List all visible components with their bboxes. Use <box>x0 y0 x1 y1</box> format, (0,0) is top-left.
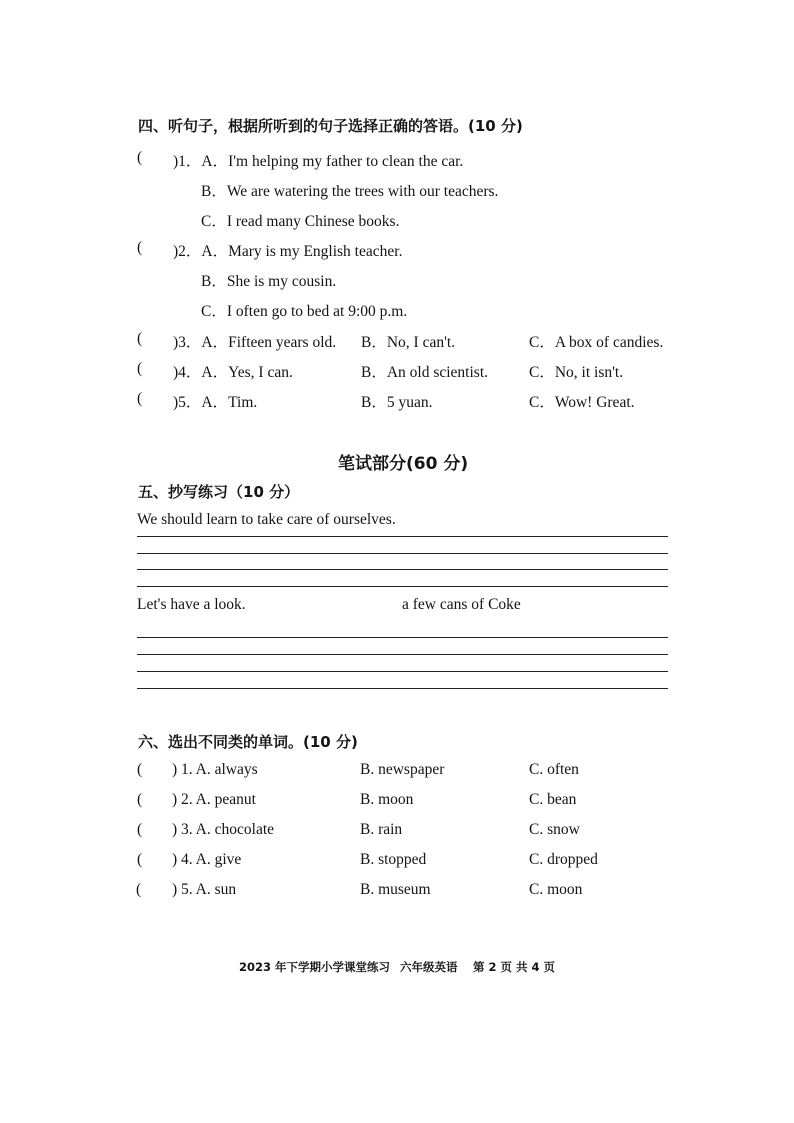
footer-page-number: 第 2 页 共 4 页 <box>473 960 556 974</box>
writing-line[interactable] <box>137 637 668 638</box>
s6-q3-paren[interactable]: ( <box>137 821 143 838</box>
q2-option-a: )2．A．Mary is my English teacher. <box>173 243 403 260</box>
q3-paren[interactable]: ( <box>137 330 143 347</box>
s6-q1-option-b: B. newspaper <box>360 761 445 778</box>
s6-q5-option-c: C. moon <box>529 881 583 898</box>
s6-q3-option-b: B. rain <box>360 821 403 838</box>
writing-line[interactable] <box>137 569 668 570</box>
writing-line[interactable] <box>137 553 668 554</box>
s6-q3-option-a: ) 3. A. chocolate <box>172 821 275 838</box>
copy-sentence-2: Let's have a look. <box>137 596 246 613</box>
s6-q2-option-b: B. moon <box>360 791 414 808</box>
writing-line[interactable] <box>137 671 668 672</box>
q5-paren[interactable]: ( <box>137 390 143 407</box>
q3-option-a: )3．A．Fifteen years old. <box>173 334 337 351</box>
section4-heading: 四、听句子，根据所听到的句子选择正确的答语。(10 分) <box>138 117 523 135</box>
q4-option-b: B．An old scientist. <box>361 364 489 381</box>
writing-line[interactable] <box>137 688 668 689</box>
section5-heading: 五、抄写练习（10 分） <box>138 483 300 501</box>
s6-q4-paren[interactable]: ( <box>137 851 143 868</box>
s6-q5-option-a: ) 5. A. sun <box>172 881 237 898</box>
q4-paren[interactable]: ( <box>137 360 143 377</box>
q3-option-c: C．A box of candies. <box>529 334 664 351</box>
s6-q1-option-c: C. often <box>529 761 579 778</box>
q4-option-a: )4．A．Yes, I can. <box>173 364 293 381</box>
writing-line[interactable] <box>137 654 668 655</box>
q1-option-a: )1．A．I'm helping my father to clean the car. <box>173 153 464 170</box>
writing-line[interactable] <box>137 536 668 537</box>
q1-paren[interactable]: ( <box>137 149 143 166</box>
q5-option-a: )5．A．Tim. <box>173 394 258 411</box>
s6-q3-option-c: C. snow <box>529 821 580 838</box>
written-part-title: 笔试部分(60 分) <box>338 454 469 474</box>
s6-q2-option-a: ) 2. A. peanut <box>172 791 256 808</box>
s6-q1-option-a: ) 1. A. always <box>172 761 258 778</box>
s6-q4-option-b: B. stopped <box>360 851 427 868</box>
q1-option-b: B．We are watering the trees with our teachers. <box>201 183 499 200</box>
s6-q5-paren[interactable]: ( <box>136 881 142 898</box>
s6-q5-option-b: B. museum <box>360 881 431 898</box>
q3-option-b: B．No, I can't. <box>361 334 456 351</box>
q4-option-c: C．No, it isn't. <box>529 364 624 381</box>
q1-option-c: C．I read many Chinese books. <box>201 213 400 230</box>
s6-q1-paren[interactable]: ( <box>137 761 143 778</box>
s6-q2-option-c: C. bean <box>529 791 577 808</box>
s6-q2-paren[interactable]: ( <box>137 791 143 808</box>
q2-option-c: C．I often go to bed at 9:00 p.m. <box>201 303 408 320</box>
q5-option-c: C．Wow! Great. <box>529 394 635 411</box>
q5-option-b: B．5 yuan. <box>361 394 433 411</box>
s6-q4-option-c: C. dropped <box>529 851 598 868</box>
s6-q4-option-a: ) 4. A. give <box>172 851 242 868</box>
footer-school: 2023 年下学期小学课堂练习 <box>239 960 391 974</box>
footer-subject: 六年级英语 <box>400 960 458 974</box>
q2-paren[interactable]: ( <box>137 239 143 256</box>
copy-sentence-1: We should learn to take care of ourselves. <box>137 511 396 528</box>
section6-heading: 六、选出不同类的单词。(10 分) <box>138 733 358 751</box>
q2-option-b: B．She is my cousin. <box>201 273 337 290</box>
copy-phrase: a few cans of Coke <box>402 596 521 613</box>
writing-line[interactable] <box>137 586 668 587</box>
